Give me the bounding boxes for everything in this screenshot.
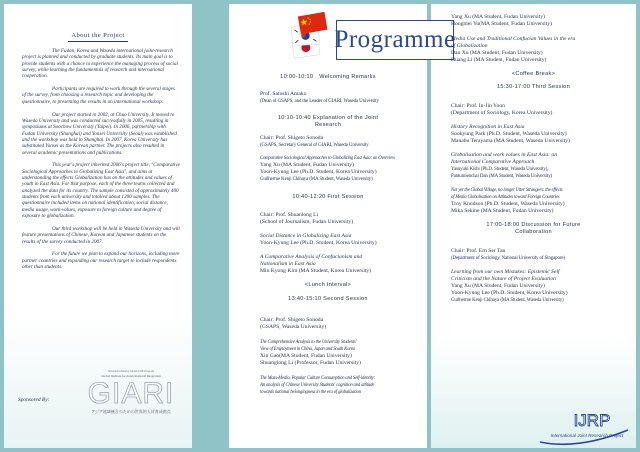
session-heading-welcome: 10:00-10:10 Welcoming Remarks <box>280 74 376 80</box>
third-paper3-presenter: Troy Knudson (Ph.D. Student, Waseda University) <box>451 201 565 207</box>
session-heading-discussion <box>431 222 636 236</box>
about-title: About the Project <box>4 32 192 42</box>
discussion-presenter: Guilherme Kenji Chihaya (MA Student, Waseda University) <box>451 298 564 303</box>
session-heading-line: 10:10-10:40 Explanation of the Joint <box>277 115 379 121</box>
third-chair-affiliation: (Department of Sociology, Korea University) <box>451 110 553 116</box>
discussion-title: Criticism and the Nature of Project Evaluation <box>451 276 556 282</box>
discussion-chair-affiliation: (Department of Sociology, National University of Singapore) <box>451 256 565 261</box>
first-paper1-title: Social Distance in Globalizing East Asia <box>260 233 352 239</box>
third-paper1-presenter: Manabu Terayama (MA Student, Waseda University) <box>451 138 570 144</box>
programme-title: Programme <box>334 26 456 53</box>
giari-japanese-name: アジア地域統合のための世界的人材育成拠点 <box>91 409 171 414</box>
giari-fullname: Global Institute for Asian Regional Integration <box>101 374 161 378</box>
second-paper1-title: The Comprehensive Analysis to the University Students' <box>260 340 357 345</box>
explanation-presenter: Yoon-Kyung Lee (Ph.D. Student, Korea University) <box>260 169 377 175</box>
third-chair: Chair: Prof. In-Jin Yoon <box>451 103 505 109</box>
second-paper3-title: Media Use and Traditional Confucian Values in the era <box>451 36 576 42</box>
second-paper2-title: The Mass-Media, Popular Culture Consumption and Self-identity: <box>260 376 376 381</box>
second-paper3-presenter: Dan Xu (MA Student, Fudan University) <box>451 50 543 56</box>
second-paper2-title: An analysis of Chinese University Students' cognition and attitude <box>260 383 375 388</box>
title-underline <box>68 41 128 42</box>
first-chair: Chair: Prof. Shuanlong Li <box>260 212 319 218</box>
second-paper2-presenter: Hongmei Yu(MA Student, Fudan University) <box>451 21 552 27</box>
second-paper3-presenter: Huang Li (MA Student, Fudan University) <box>451 57 547 63</box>
explanation-title: Comparative Sociological Approaches to Globalizing East Asia: an Overview <box>260 156 396 161</box>
session-heading-third: 15:30-17:00 Third Session <box>496 84 570 90</box>
welcome-affiliation: (Dean of GSAPS, and the Leader of GIARI, Waseda University <box>260 99 379 104</box>
flags-icon <box>291 12 329 60</box>
second-paper1-title: View of Employment in China, Japan and South Korea <box>260 347 355 352</box>
second-chair-affiliation: (GSAPS, Waseda University) <box>260 324 327 330</box>
ijrp-logo-text: IJRP <box>573 411 611 430</box>
sponsored-by-label: Sponsored By: <box>18 397 50 403</box>
second-paper3-title: of Globalization <box>451 43 488 49</box>
about-paragraph: Our third workshop will be held in Waseda University and will feature presentations of Chinese, Korean and Japanese students on the results of the survey conducted in 2007. <box>22 225 180 245</box>
about-body <box>22 48 180 277</box>
discussion-presenter: Yoon-Kyung Lee (Ph.D. Student, Korea University) <box>451 290 568 296</box>
first-paper1-presenter: Yoon-Kyung Lee (Ph.D. Student, Korea University) <box>260 240 377 246</box>
about-paragraph: This year's project inherited 2006's project title, "Comparative Sociological Approaches to Globalizing East Asia", and aims at understanding the effects Globalization has on the attitudes and values of youth in East Asia. For that purpose, each of the three teams collected and analyzed the data for its country. The sample consisted of approximately 400 students from each university and totalled about 1200 samples. The questionnaire included items on national identification, social distance, media usage, work-values, exposure to foreign culture and degree of exposure to globalization. <box>22 162 180 220</box>
coffee-break: <Coffee Break> <box>511 71 556 77</box>
session-heading-first: 10:40-12:20 First Session <box>292 194 364 200</box>
second-paper2-title: towards national belongingness in the era of globalization <box>260 390 361 395</box>
third-paper2-presenter: Pantumienchai Dan (MA Student, Waseda University) <box>451 174 553 179</box>
about-paragraph: Our project started in 2002, at Chuo University. It moved to Waseda University and was conducted successfully in 2005, resulting in symposiums at Soochow University (Taipei). In 2006, partnership with Fudan University (Shanghai) and Yonsei University (Seoul) was established and the workshop was held in Shanghai. In 2007, Korea University has substituted Yonsei as the Korean partner. The projects also resulted in several academic presentations and publications. <box>22 111 177 156</box>
third-paper3-title: Not yet the Global Village, no longer Utter Strangers: the effects <box>451 188 563 193</box>
third-paper1-title: History Recognition in East Asia <box>451 124 525 130</box>
first-paper2-title: Nationalism in East Asia <box>260 261 316 267</box>
session-heading-line: Research <box>314 122 342 128</box>
first-paper2-presenter: Min Kyong Kim (MA Student, Korea University) <box>260 268 372 274</box>
about-paragraph: Participants are required to work through the several stages of the survey, from choosing a research topic and developing the questionnaire, to presenting the results in an international workshop. <box>22 86 175 105</box>
explanation-presenter: Guilherme Kenji Chihaya (MA Student, Waseda University) <box>260 177 373 182</box>
third-paper3-title: of Media Globalisation on Attitudes toward Foreign Countries <box>451 195 560 200</box>
discussion-chair: Chair: Prof. Ern Ser Tan <box>451 248 506 254</box>
first-paper2-title: A Comparative Analysis of Confucianism and <box>260 254 363 260</box>
ijrp-caption: International Joint Research Project <box>550 433 624 438</box>
giari-logo-block <box>80 370 182 415</box>
third-paper1-presenter: Sookyung Park (Ph.D. Student, Waseda University) <box>451 131 567 137</box>
programme-title-banner <box>336 20 454 60</box>
first-chair-affiliation: (School of Journalism, Fudan University) <box>260 219 354 225</box>
second-paper2-presenter: Yang Xu (MA Student, Fudan University) <box>451 14 545 20</box>
explanation-chair: Chair: Prof. Shigeto Sonoda <box>260 135 324 141</box>
third-paper2-presenter: Yasuyuki Kishi (Ph.D. Student, Waseda University), <box>451 167 549 172</box>
second-chair: Chair: Prof. Shigeto Sonoda <box>260 317 324 323</box>
ijrp-logo <box>532 404 630 448</box>
session-heading-line: Collaboration <box>515 229 552 235</box>
session-heading-line: 17:00-18:00 Discussion for Future <box>486 222 581 228</box>
lunch-interval: <Lunch Interval> <box>304 282 352 288</box>
third-paper2-title: Globalisation and work values in East Asia: an <box>451 152 558 158</box>
third-paper3-presenter: Mika Sekine (MA Student, Fudan University) <box>451 208 554 214</box>
giari-logo: GIARI <box>87 377 175 410</box>
session-heading-second: 13:40-15:10 Second Session <box>288 296 368 302</box>
second-paper1-presenter: Xin Gao(MA Student, Fudan University) <box>260 353 352 359</box>
explanation-presenter: Yang Xu (MA Student, Fudan University) <box>260 162 354 168</box>
about-paragraph: The Fudan, Korea and Waseda international joint-research project is planned and conducted by graduate students. Its main goal is to provide students with a chance to experience the managing process of social survey, while learning the fundamentals of research and international cooperation. <box>22 48 178 80</box>
welcome-speaker: Prof. Satoshi Amako <box>260 91 307 97</box>
second-paper1-presenter: Shuanglong Li (Professor, Fudan University) <box>260 360 361 366</box>
giari-tagline: Waseda University Global COE Program <box>107 370 155 373</box>
discussion-presenter: Yang Xu (MA Student, Fudan University) <box>451 283 545 289</box>
session-heading-explanation <box>229 115 427 129</box>
third-paper2-title: International Comparative Approach <box>451 159 535 165</box>
discussion-title: Learning from our own Mistakes: Epistemic Self <box>451 269 560 275</box>
about-paragraph: For the future we plan to expand our horizons, including more partner countries and expanding our research target to include respondents other than students. <box>22 251 180 270</box>
explanation-chair-affiliation: (GSAPS, Secretary General of GIARI, Waseda University <box>260 143 369 148</box>
